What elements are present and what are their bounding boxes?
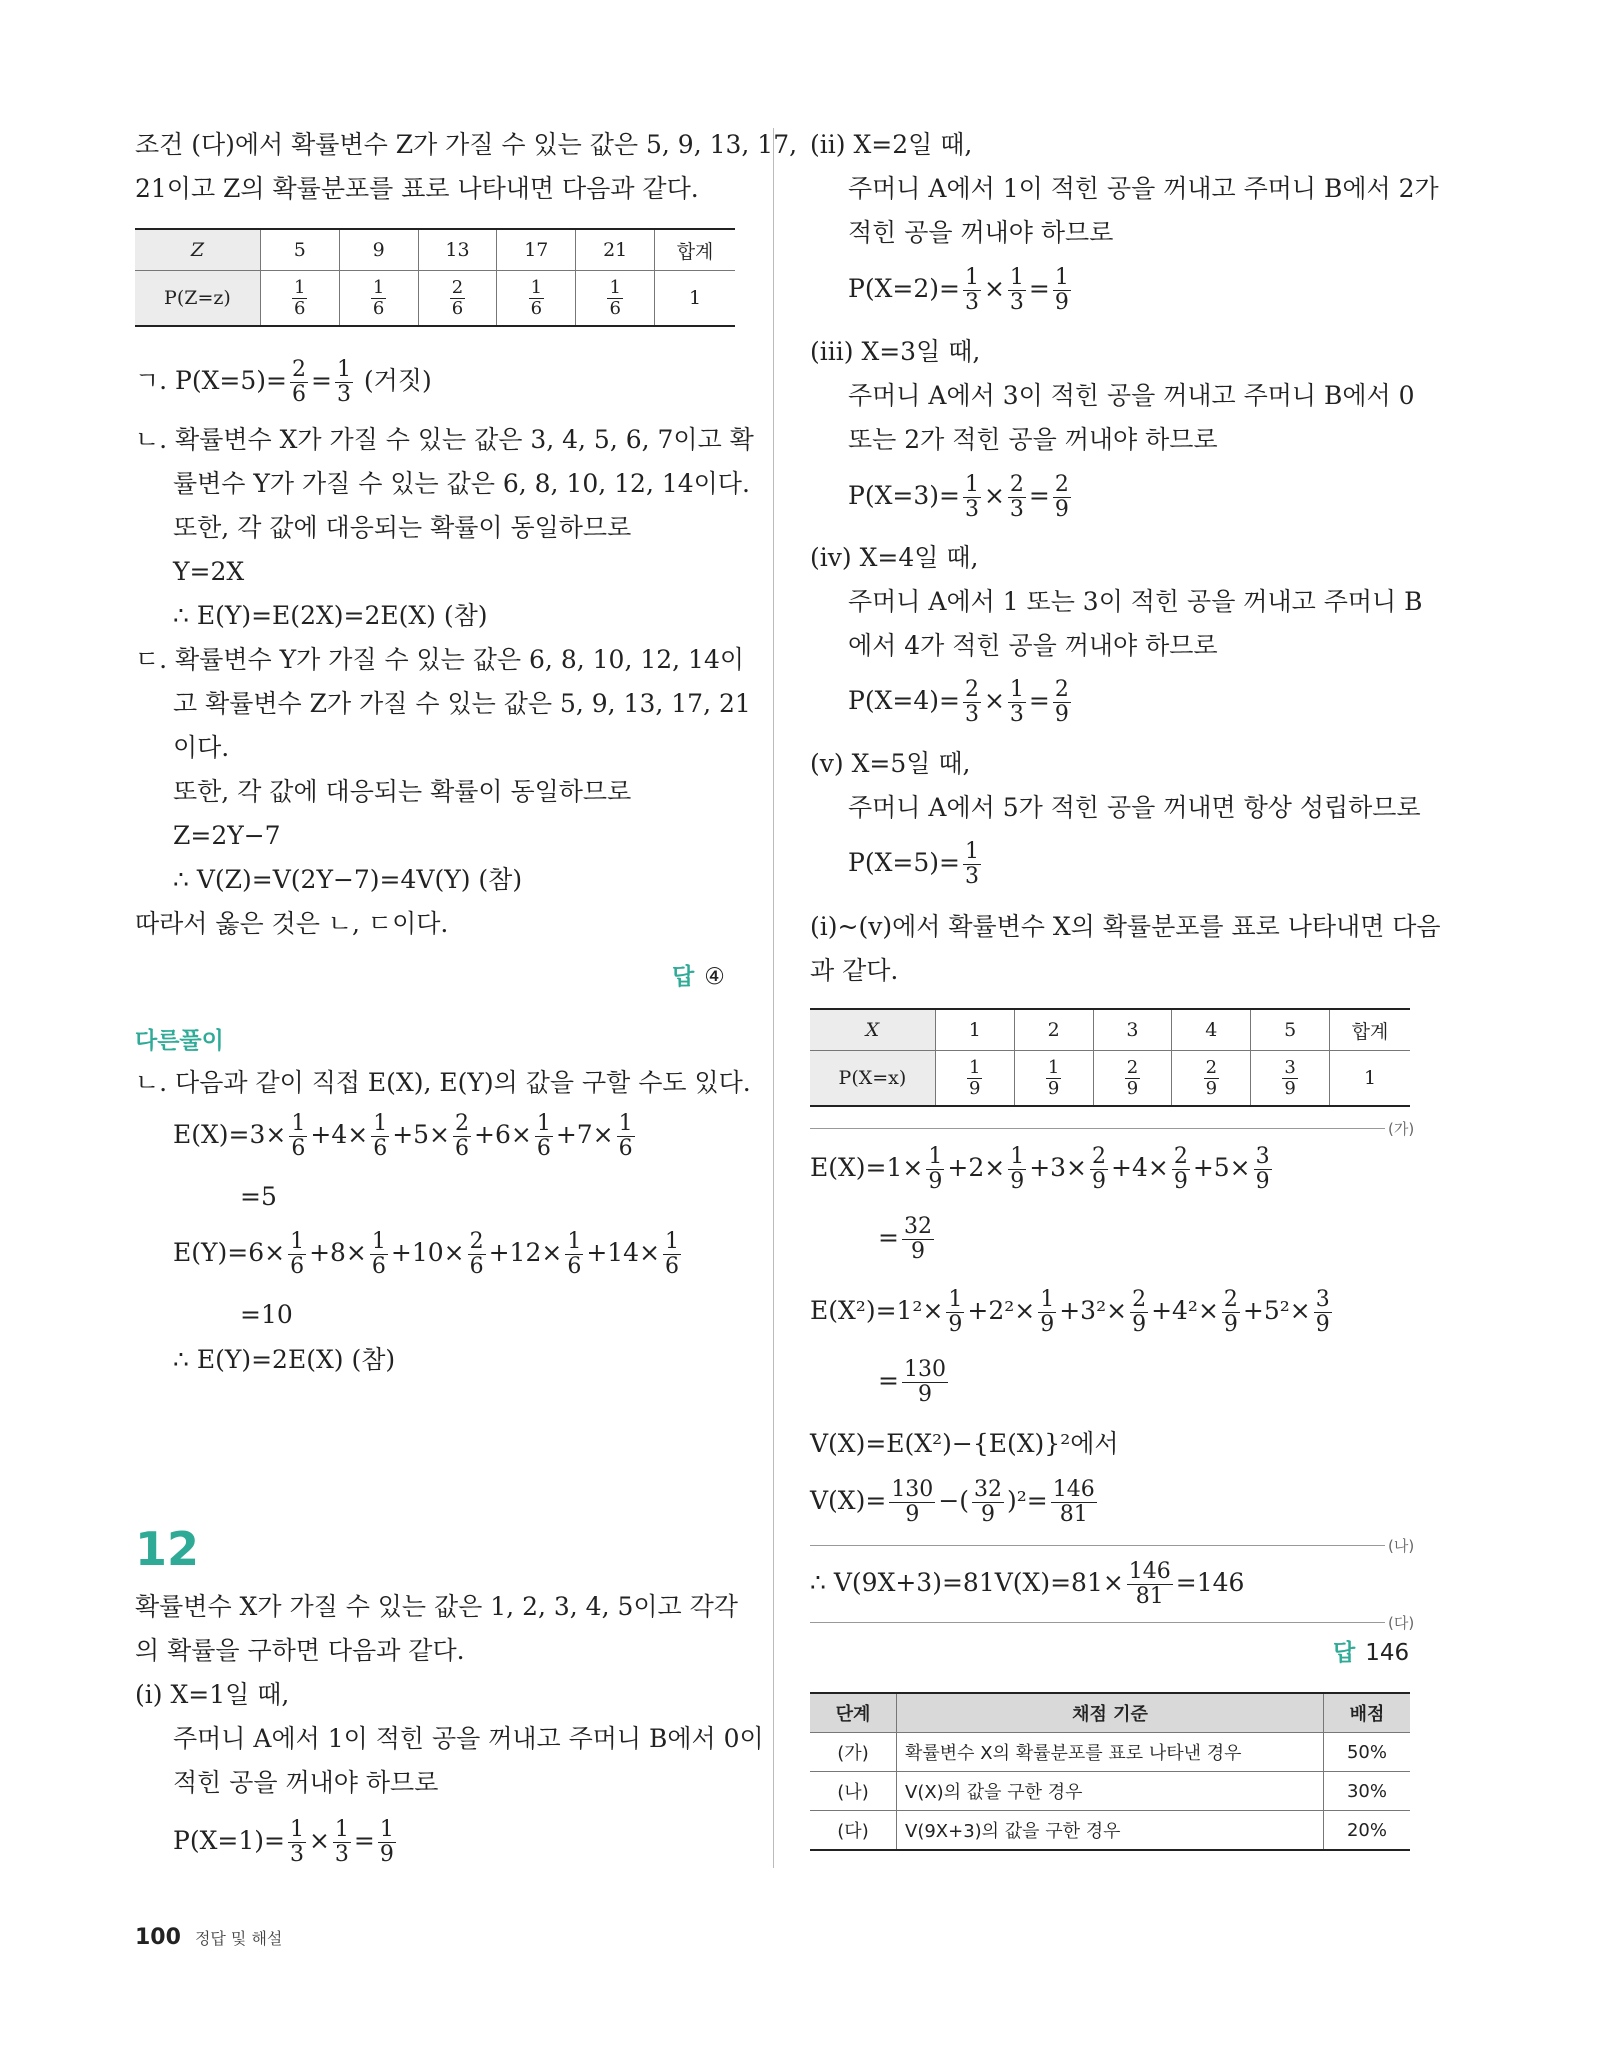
item-c-line-2: 고 확률변수 Z가 가질 수 있는 값은 5, 9, 13, 17, 21 [173, 689, 751, 718]
conclusion: 따라서 옳은 것은 ㄴ, ㄷ이다. [135, 909, 449, 938]
alt-ey-result: =10 [240, 1300, 293, 1329]
math-text: E(X²)= [810, 1296, 897, 1325]
math-text: = [353, 1826, 375, 1855]
fraction: $\frac{1}{9}$ [948, 1287, 963, 1337]
item-a-frac-1: $\frac{2}{6}$ [291, 357, 306, 407]
case4-equation [848, 678, 1074, 727]
x-table-prob-cell [1014, 1051, 1093, 1107]
math-text: ∴ V(9X+3)=81V(X)=81× [810, 1568, 1124, 1597]
grading-cell: (나) [810, 1772, 897, 1811]
fraction: $\frac{3}{9}$ [1255, 1144, 1270, 1194]
grading-row [810, 1733, 1410, 1772]
item-b-line-1: ㄴ. 확률변수 X가 가질 수 있는 값은 3, 4, 5, 6, 7이고 확 [135, 425, 754, 454]
case3-line-b: 또는 2가 적힌 공을 꺼내야 하므로 [848, 425, 1218, 454]
case2-line-a: 주머니 A에서 1이 적힌 공을 꺼내고 주머니 B에서 2가 [848, 174, 1439, 203]
fraction: $\frac{2}{6}$ [451, 276, 464, 319]
math-text: )²= [1007, 1486, 1048, 1515]
ex-result [878, 1215, 937, 1264]
final-equation [810, 1560, 1244, 1609]
answer-label: 답 [1333, 1640, 1356, 1666]
x-table-head-cell: 3 [1093, 1009, 1172, 1051]
case5-equation [848, 840, 984, 889]
case2-heading: (ii) X=2일 때, [810, 130, 973, 159]
math-text: P(X=5)= [848, 848, 960, 877]
fraction: $\frac{1}{6}$ [536, 1111, 551, 1161]
math-text: +6× [474, 1120, 532, 1149]
fraction: $\frac{32}{9}$ [903, 1214, 932, 1264]
math-text: +3× [1029, 1153, 1087, 1182]
z-table-prob-cell [339, 271, 418, 327]
math-text: P(X=1)= [173, 1826, 285, 1855]
math-text: = [1028, 481, 1050, 510]
case3-equation [848, 473, 1074, 522]
x-table-head-cell: 5 [1251, 1009, 1330, 1051]
grading-cell: 30% [1324, 1772, 1411, 1811]
ex2-equation [810, 1288, 1335, 1337]
fraction: $\frac{1}{6}$ [373, 1111, 388, 1161]
z-table-head-row [135, 229, 735, 271]
z-table-prob-cell [260, 271, 339, 327]
footer-title: 정답 및 해설 [194, 1929, 283, 1948]
fraction: $\frac{1}{6}$ [371, 1229, 386, 1279]
step-mark-b: (나) [1388, 1537, 1415, 1555]
x-table-total-cell: 1 [1330, 1051, 1410, 1107]
ex-equation [810, 1145, 1275, 1194]
z-table-total-cell: 1 [655, 271, 735, 327]
item-a-frac-2: $\frac{1}{3}$ [336, 357, 351, 407]
math-text: 1²× [896, 1296, 944, 1325]
x-table-head-row [810, 1009, 1410, 1051]
step-mark-c: (다) [1388, 1614, 1415, 1632]
math-text: 1× [886, 1153, 924, 1182]
fraction: $\frac{3}{9}$ [1315, 1287, 1330, 1337]
separator-c [810, 1622, 1385, 1623]
z-table-prob-cell [418, 271, 497, 327]
math-text: = [1028, 274, 1050, 303]
math-text: +5× [392, 1120, 450, 1149]
case1-equation [173, 1818, 399, 1867]
grading-cell: 20% [1324, 1811, 1411, 1851]
grading-cell: V(9X+3)의 값을 구한 경우 [897, 1811, 1324, 1851]
z-table-prob-cell [497, 271, 576, 327]
grading-cell: 확률변수 X의 확률분포를 표로 나타낸 경우 [897, 1733, 1324, 1772]
fraction: $\frac{1}{3}$ [1009, 677, 1024, 727]
answer-12 [1333, 1634, 1409, 1667]
fraction: $\frac{2}{9}$ [1054, 677, 1069, 727]
fraction: $\frac{1}{6}$ [372, 276, 385, 319]
math-text: P(X=4)= [848, 686, 960, 715]
math-text: E(Y)= [173, 1238, 249, 1267]
case3-heading: (iii) X=3일 때, [810, 337, 981, 366]
p12-line-1: 확률변수 X가 가질 수 있는 값은 1, 2, 3, 4, 5이고 각각 [135, 1592, 738, 1621]
separator-a [810, 1128, 1385, 1129]
grading-cell: 50% [1324, 1733, 1411, 1772]
fraction: $\frac{1}{6}$ [291, 1111, 306, 1161]
math-text: +14× [586, 1238, 661, 1267]
grading-head-row [810, 1693, 1410, 1733]
math-text: = [878, 1366, 899, 1395]
fraction: $\frac{2}{9}$ [1126, 1056, 1139, 1099]
case5-heading: (v) X=5일 때, [810, 749, 971, 778]
x-table-row-label: P(X=x) [810, 1051, 935, 1107]
alt-solution-title: 다른풀이 [135, 1028, 224, 1054]
x-table-head-cell: 4 [1172, 1009, 1251, 1051]
summary-line-2: 과 같다. [810, 956, 899, 985]
grading-table [810, 1692, 1410, 1851]
math-text: E(X)= [810, 1153, 887, 1182]
math-text: × [983, 274, 1005, 303]
fraction: $\frac{1}{6}$ [618, 1111, 633, 1161]
grading-cell: (가) [810, 1733, 897, 1772]
fraction: $\frac{1}{6}$ [294, 276, 306, 319]
math-text: +12× [488, 1238, 563, 1267]
fraction: $\frac{1}{6}$ [567, 1229, 582, 1279]
math-text: +10× [390, 1238, 465, 1267]
fraction: $\frac{32}{9}$ [974, 1477, 1003, 1527]
fraction: $\frac{2}{9}$ [1173, 1144, 1188, 1194]
fraction: $\frac{1}{9}$ [969, 1056, 981, 1099]
fraction: $\frac{1}{9}$ [928, 1144, 943, 1194]
grading-cell: (다) [810, 1811, 897, 1851]
z-table-head-cell: 9 [339, 229, 418, 271]
fraction: $\frac{1}{3}$ [334, 1817, 349, 1867]
math-text: +7× [555, 1120, 614, 1149]
z-table-head-cell: Z [135, 229, 260, 271]
fraction: $\frac{2}{3}$ [1009, 472, 1024, 522]
grading-row [810, 1772, 1410, 1811]
case1-heading: (i) X=1일 때, [135, 1680, 290, 1709]
x-table-prob-cell [1172, 1051, 1251, 1107]
z-table-head-cell: 합계 [655, 229, 735, 271]
z-table-head-cell: 21 [576, 229, 655, 271]
fraction: $\frac{1}{3}$ [964, 472, 979, 522]
math-text: −( [938, 1486, 970, 1515]
item-b-line-3: 또한, 각 값에 대응되는 확률이 동일하므로 [173, 513, 632, 542]
z-distribution-table [135, 228, 735, 327]
p12-line-2: 의 확률을 구하면 다음과 같다. [135, 1636, 465, 1665]
grading-cell: V(X)의 값을 구한 경우 [897, 1772, 1324, 1811]
step-mark-a: (가) [1388, 1120, 1415, 1138]
fraction: $\frac{2}{9}$ [1092, 1144, 1106, 1194]
alt-conclusion: ∴ E(Y)=2E(X) (참) [173, 1345, 396, 1374]
x-table-head-cell: X [810, 1009, 935, 1051]
item-b-line-5: ∴ E(Y)=E(2X)=2E(X) (참) [173, 601, 488, 630]
math-text: +2× [947, 1153, 1006, 1182]
case1-line-b: 적힌 공을 꺼내야 하므로 [173, 1768, 439, 1797]
math-text: 3× [249, 1120, 287, 1149]
item-c-line-1: ㄷ. 확률변수 Y가 가질 수 있는 값은 6, 8, 10, 12, 14이 [135, 645, 744, 674]
fraction: $\frac{1}{3}$ [964, 265, 979, 315]
x-distribution-table [810, 1008, 1410, 1107]
fraction: $\frac{2}{3}$ [964, 677, 979, 727]
x-table-head-cell: 2 [1014, 1009, 1093, 1051]
fraction: $\frac{3}{9}$ [1284, 1056, 1296, 1099]
math-text: V(X)= [810, 1486, 887, 1515]
item-c-line-4: 또한, 각 값에 대응되는 확률이 동일하므로 [173, 777, 632, 806]
grading-head-cell: 단계 [810, 1693, 897, 1733]
item-b-line-4: Y=2X [173, 557, 245, 586]
answer-label: 답 [672, 964, 695, 990]
fraction: $\frac{146}{81}$ [1052, 1477, 1095, 1527]
fraction: $\frac{1}{9}$ [1040, 1287, 1055, 1337]
z-table-prob-row [135, 271, 735, 327]
math-text: +5× [1192, 1153, 1251, 1182]
case1-line-a: 주머니 A에서 1이 적힌 공을 꺼내고 주머니 B에서 0이 [173, 1724, 764, 1753]
z-table-row-label: P(Z=z) [135, 271, 260, 327]
x-table-prob-row [810, 1051, 1410, 1107]
fraction: $\frac{1}{6}$ [609, 276, 621, 319]
fraction: $\frac{2}{9}$ [1205, 1056, 1218, 1099]
x-table-prob-cell [1251, 1051, 1330, 1107]
fraction: $\frac{2}{9}$ [1054, 472, 1069, 522]
case2-line-b: 적힌 공을 꺼내야 하므로 [848, 218, 1114, 247]
fraction: $\frac{1}{6}$ [530, 276, 543, 319]
fraction: $\frac{130}{9}$ [891, 1477, 934, 1527]
fraction: $\frac{1}{3}$ [289, 1817, 304, 1867]
x-table-head-cell: 1 [935, 1009, 1014, 1051]
fraction: $\frac{1}{6}$ [290, 1229, 305, 1279]
math-text: +4²× [1151, 1296, 1219, 1325]
fraction: $\frac{1}{9}$ [379, 1817, 394, 1867]
item-b-line-2: 률변수 Y가 가질 수 있는 값은 6, 8, 10, 12, 14이다. [173, 469, 750, 498]
intro-line-1: 조건 (다)에서 확률변수 Z가 가질 수 있는 값은 5, 9, 13, 17, [135, 130, 798, 159]
case4-heading: (iv) X=4일 때, [810, 543, 979, 572]
item-c-line-6: ∴ V(Z)=V(2Y−7)=4V(Y) (참) [173, 865, 523, 894]
fraction: $\frac{1}{6}$ [665, 1229, 680, 1279]
x-table-prob-cell [1093, 1051, 1172, 1107]
math-text: = [1028, 686, 1050, 715]
variance-formula: V(X)=E(X²)−{E(X)}²에서 [810, 1429, 1119, 1458]
x-table-prob-cell [935, 1051, 1014, 1107]
case4-line-a: 주머니 A에서 1 또는 3이 적힌 공을 꺼내고 주머니 B [848, 587, 1423, 616]
item-a: ㄱ. P(X=5)= $\frac{2}{6}$ = $\frac{1}{3}$ (거짓) [135, 357, 432, 407]
alt-line-1: ㄴ. 다음과 같이 직접 E(X), E(Y)의 값을 구할 수도 있다. [135, 1068, 751, 1097]
case3-line-a: 주머니 A에서 3이 적힌 공을 꺼내고 주머니 B에서 0 [848, 381, 1415, 410]
math-text: P(X=2)= [848, 274, 960, 303]
intro-line-2: 21이고 Z의 확률분포를 표로 나타내면 다음과 같다. [135, 174, 699, 203]
separator-b [810, 1545, 1385, 1546]
page-number: 100 [135, 1925, 181, 1950]
math-text: =146 [1175, 1568, 1245, 1597]
grading-head-cell: 채점 기준 [897, 1693, 1324, 1733]
math-text: +8× [309, 1238, 367, 1267]
item-c-line-3: 이다. [173, 733, 230, 762]
alt-ey-equation [173, 1230, 684, 1279]
fraction: $\frac{1}{9}$ [1047, 1056, 1060, 1099]
ex2-result [878, 1358, 951, 1407]
fraction: $\frac{1}{9}$ [1010, 1144, 1025, 1194]
z-table-prob-cell [576, 271, 655, 327]
variance-equation [810, 1478, 1100, 1527]
alt-ex-result: =5 [240, 1182, 277, 1211]
fraction: $\frac{1}{9}$ [1054, 265, 1069, 315]
math-text: +4× [310, 1120, 369, 1149]
z-table-head-cell: 17 [497, 229, 576, 271]
math-text: +3²× [1059, 1296, 1128, 1325]
page-footer [135, 1925, 282, 1950]
math-text: +5²× [1242, 1296, 1311, 1325]
case2-equation [848, 266, 1074, 315]
z-table-head-cell: 13 [418, 229, 497, 271]
answer-11 [672, 958, 725, 991]
math-text: P(X=3)= [848, 481, 960, 510]
grading-row [810, 1811, 1410, 1851]
fraction: $\frac{2}{9}$ [1132, 1287, 1147, 1337]
fraction: $\frac{2}{6}$ [455, 1111, 469, 1161]
math-text: × [308, 1826, 330, 1855]
math-text: = [878, 1223, 899, 1252]
fraction: $\frac{1}{3}$ [1009, 265, 1024, 315]
case4-line-b: 에서 4가 적힌 공을 꺼내야 하므로 [848, 631, 1218, 660]
math-text: 6× [248, 1238, 286, 1267]
fraction: $\frac{146}{81}$ [1128, 1559, 1171, 1609]
item-c-line-5: Z=2Y−7 [173, 821, 281, 850]
answer-value: ④ [704, 964, 725, 990]
math-text: +4× [1111, 1153, 1169, 1182]
summary-line-1: (i)~(v)에서 확률변수 X의 확률분포를 표로 나타내면 다음 [810, 912, 1441, 941]
answer-value: 146 [1365, 1640, 1410, 1666]
z-table-head-cell: 5 [260, 229, 339, 271]
grading-head-cell: 배점 [1324, 1693, 1411, 1733]
item-a-prefix: ㄱ. P(X=5)= [135, 366, 287, 395]
math-text: × [983, 686, 1005, 715]
fraction: $\frac{2}{9}$ [1223, 1287, 1238, 1337]
column-divider [773, 128, 774, 1868]
math-text: E(X)= [173, 1120, 250, 1149]
item-a-verdict: (거짓) [363, 366, 432, 395]
alt-ex-equation [173, 1112, 638, 1161]
math-text: +2²× [967, 1296, 1036, 1325]
problem-number: 12 [135, 1522, 200, 1576]
x-table-head-cell: 합계 [1330, 1009, 1410, 1051]
case5-line-a: 주머니 A에서 5가 적힌 공을 꺼내면 항상 성립하므로 [848, 793, 1421, 822]
fraction: $\frac{1}{3}$ [964, 839, 979, 889]
math-text: × [983, 481, 1005, 510]
fraction: $\frac{130}{9}$ [903, 1357, 946, 1407]
fraction: $\frac{2}{6}$ [469, 1229, 484, 1279]
